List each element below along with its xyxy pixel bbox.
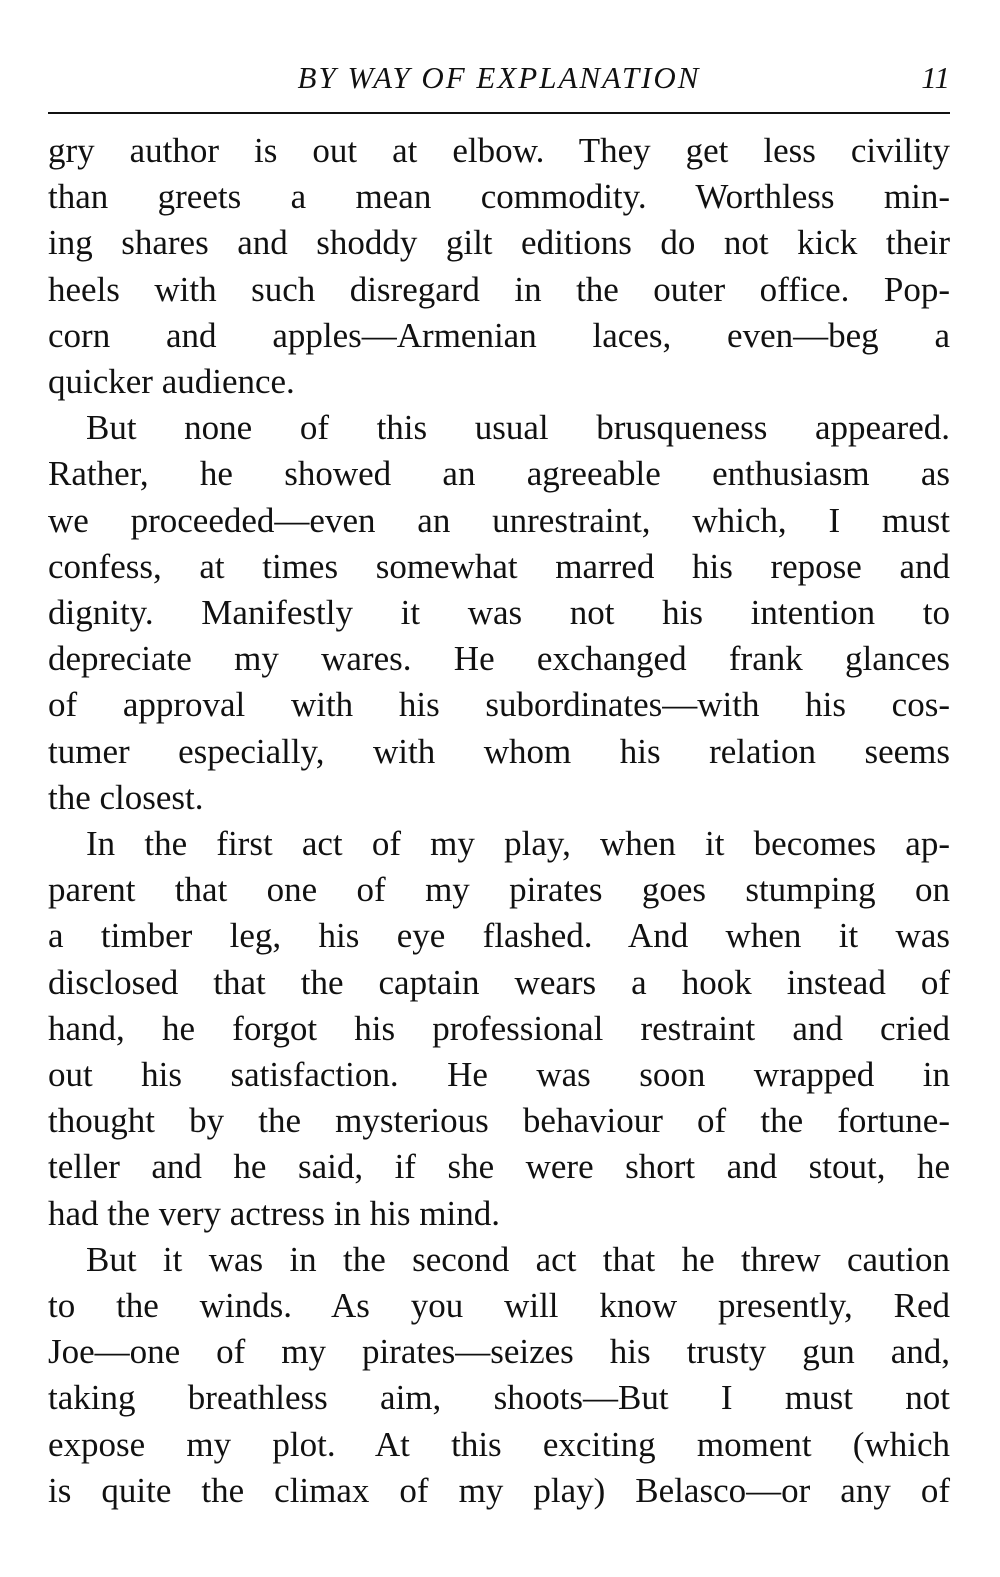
text-line: Joe—one of my pirates—seizes his trusty gun and, xyxy=(48,1332,950,1372)
paragraph xyxy=(48,1237,950,1514)
running-head xyxy=(48,56,950,106)
body-text xyxy=(48,128,950,1514)
page-number: 11 xyxy=(921,60,950,95)
text-line: out his satisfaction. He was soon wrapped in xyxy=(48,1055,950,1095)
text-line: But it was in the second act that he threw caution xyxy=(86,1239,950,1279)
text-line: taking breathless aim, shoots—But I must not xyxy=(48,1378,950,1418)
text-line: of approval with his subordinates—with his cos- xyxy=(48,685,950,725)
text-line: heels with such disregard in the outer office. Pop- xyxy=(48,269,950,309)
text-line: quicker audience. xyxy=(48,362,295,402)
text-line: tumer especially, with whom his relation seems xyxy=(48,731,950,771)
text-line: gry author is out at elbow. They get less civility xyxy=(48,131,950,170)
text-line: depreciate my wares. He exchanged frank glances xyxy=(48,639,950,679)
text-line: had the very actress in his mind. xyxy=(48,1193,500,1233)
text-line: a timber leg, his eye flashed. And when it was xyxy=(48,916,950,956)
text-line: ing shares and shoddy gilt editions do not kick their xyxy=(48,223,950,263)
running-head-title: BY WAY OF EXPLANATION xyxy=(297,60,701,95)
paragraph-continued xyxy=(48,128,950,405)
text-line: teller and he said, if she were short and stout, he xyxy=(48,1147,950,1187)
text-line: confess, at times somewhat marred his repose and xyxy=(48,546,950,586)
header-rule xyxy=(48,112,950,114)
text-line: In the first act of my play, when it becomes ap- xyxy=(86,824,950,864)
text-line: the closest. xyxy=(48,777,204,817)
text-line: But none of this usual brusqueness appeared. xyxy=(86,408,950,448)
text-line: parent that one of my pirates goes stumping on xyxy=(48,870,950,910)
text-line: dignity. Manifestly it was not his intention to xyxy=(48,593,950,633)
text-line: corn and apples—Armenian laces, even—beg a xyxy=(48,315,950,355)
text-line: expose my plot. At this exciting moment (which xyxy=(48,1424,950,1464)
text-line: than greets a mean commodity. Worthless min- xyxy=(48,177,950,217)
paragraph xyxy=(48,821,950,1237)
text-line: disclosed that the captain wears a hook instead of xyxy=(48,962,950,1002)
text-line: is quite the climax of my play) Belasco—or any of xyxy=(48,1470,950,1510)
text-line: we proceeded—even an unrestraint, which, I must xyxy=(48,500,950,540)
text-line: thought by the mysterious behaviour of the fortune- xyxy=(48,1101,950,1141)
text-line: Rather, he showed an agreeable enthusiasm as xyxy=(48,454,950,494)
paragraph xyxy=(48,405,950,821)
text-line: to the winds. As you will know presently, Red xyxy=(48,1286,950,1326)
text-line: hand, he forgot his professional restraint and cried xyxy=(48,1008,950,1048)
